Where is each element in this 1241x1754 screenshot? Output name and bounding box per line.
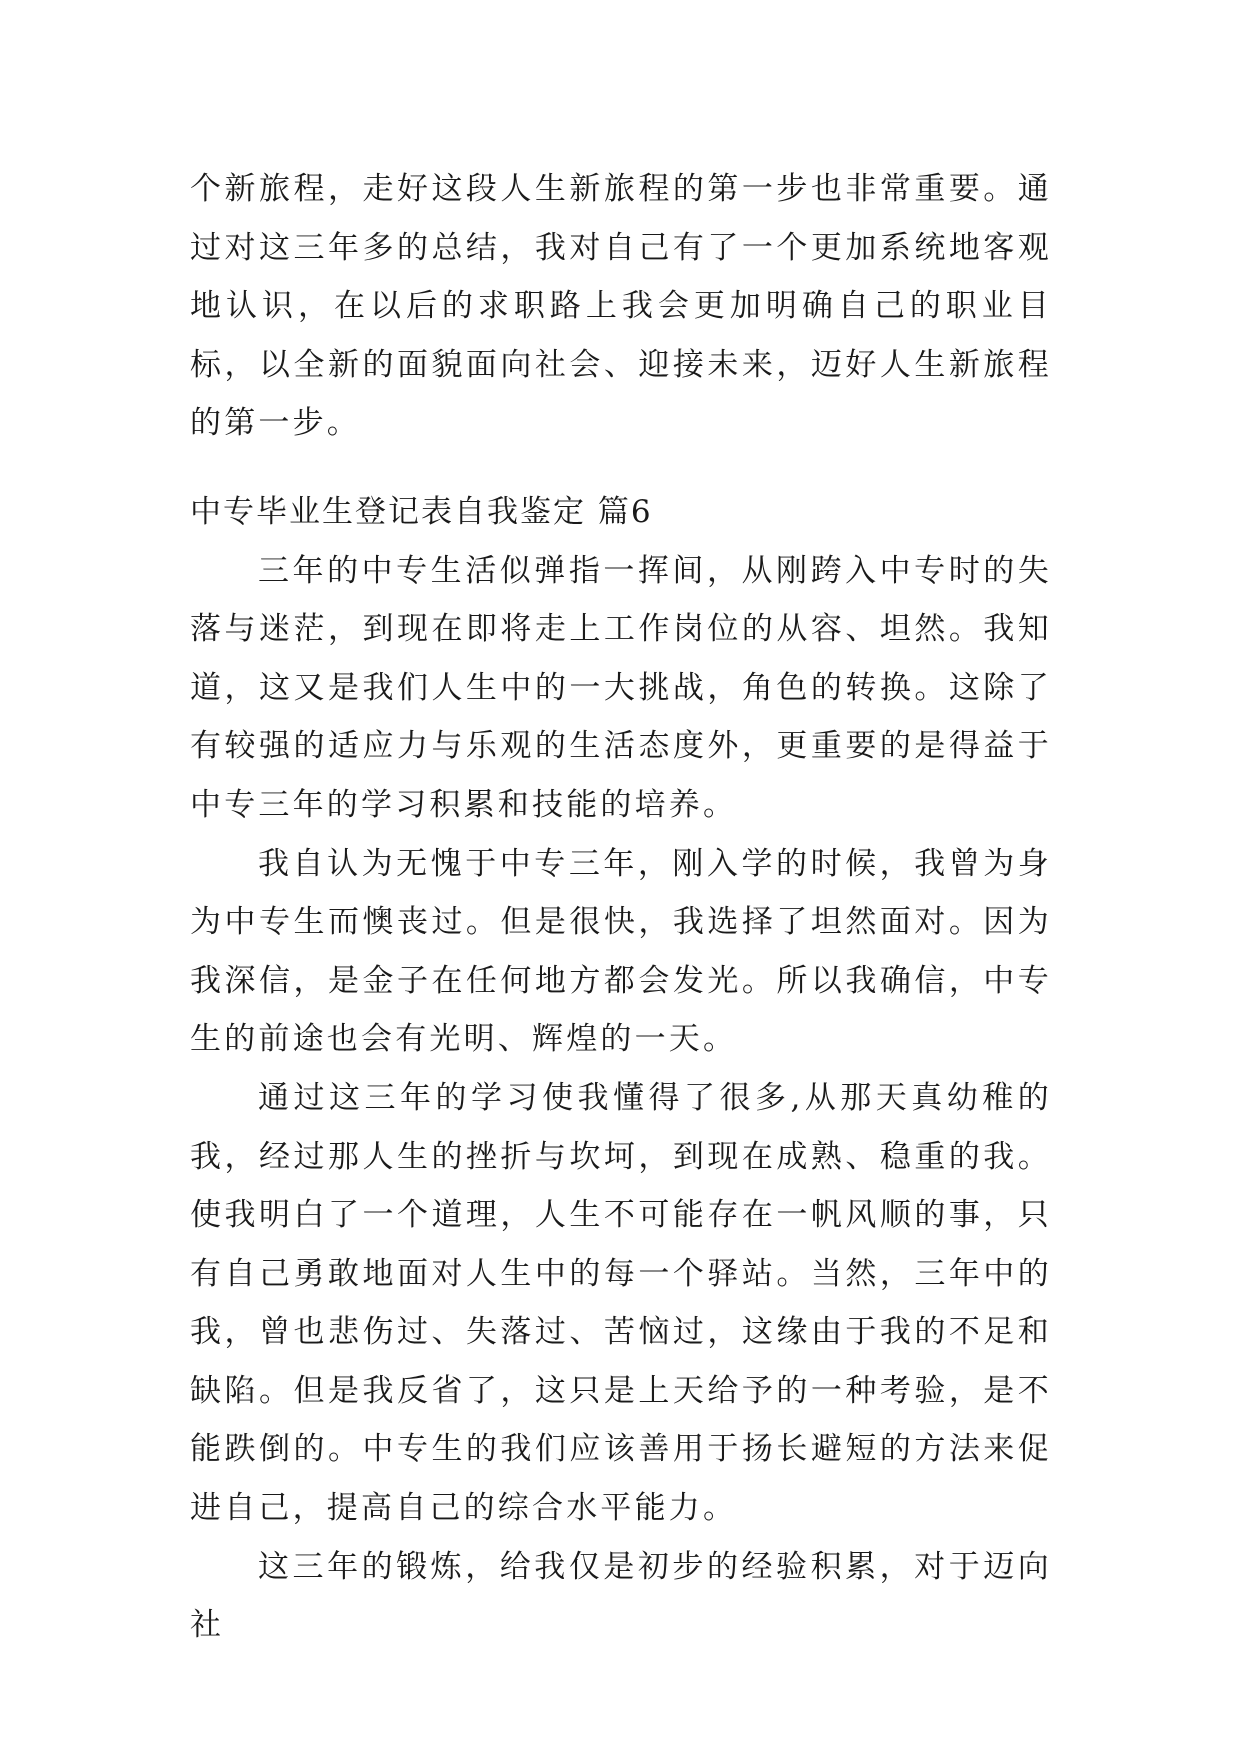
body-paragraph-1: 三年的中专生活似弹指一挥间，从刚跨入中专时的失落与迷茫，到现在即将走上工作岗位的从容、坦然。我知道，这又是我们人生中的一大挑战，角色的转换。这除了有较强的适应力与乐观的生活态度外，更重要的是得益于中专三年的学习积累和技能的培养。 [190,552,1052,823]
section-heading: 中专毕业生登记表自我鉴定 篇6 [190,493,653,530]
intro-paragraph: 个新旅程，走好这段人生新旅程的第一步也非常重要。通过对这三年多的总结，我对自己有了一个更加系统地客观地认识，在以后的求职路上我会更加明确自己的职业目标，以全新的面貌面向社会、迎接未来，迈好人生新旅程的第一步。 [190,171,1052,442]
body-paragraph-2: 我自认为无愧于中专三年，刚入学的时候，我曾为身为中专生而懊丧过。但是很快，我选择了坦然面对。因为我深信，是金子在任何地方都会发光。所以我确信，中专生的前途也会有光明、辉煌的一天。 [190,845,1052,1058]
document-body [190,160,1052,1655]
body-paragraph-4: 这三年的锻炼，给我仅是初步的经验积累，对于迈向社 [190,1548,1052,1644]
body-paragraph-3: 通过这三年的学习使我懂得了很多,从那天真幼稚的我，经过那人生的挫折与坎坷，到现在成熟、稳重的我。使我明白了一个道理，人生不可能存在一帆风顺的事，只有自己勇敢地面对人生中的每一个驿站。当然，三年中的我，曾也悲伤过、失落过、苦恼过，这缘由于我的不足和缺陷。但是我反省了，这只是上天给予的一种考验，是不能跌倒的。中专生的我们应该善用于扬长避短的方法来促进自己，提高自己的综合水平能力。 [190,1079,1052,1527]
